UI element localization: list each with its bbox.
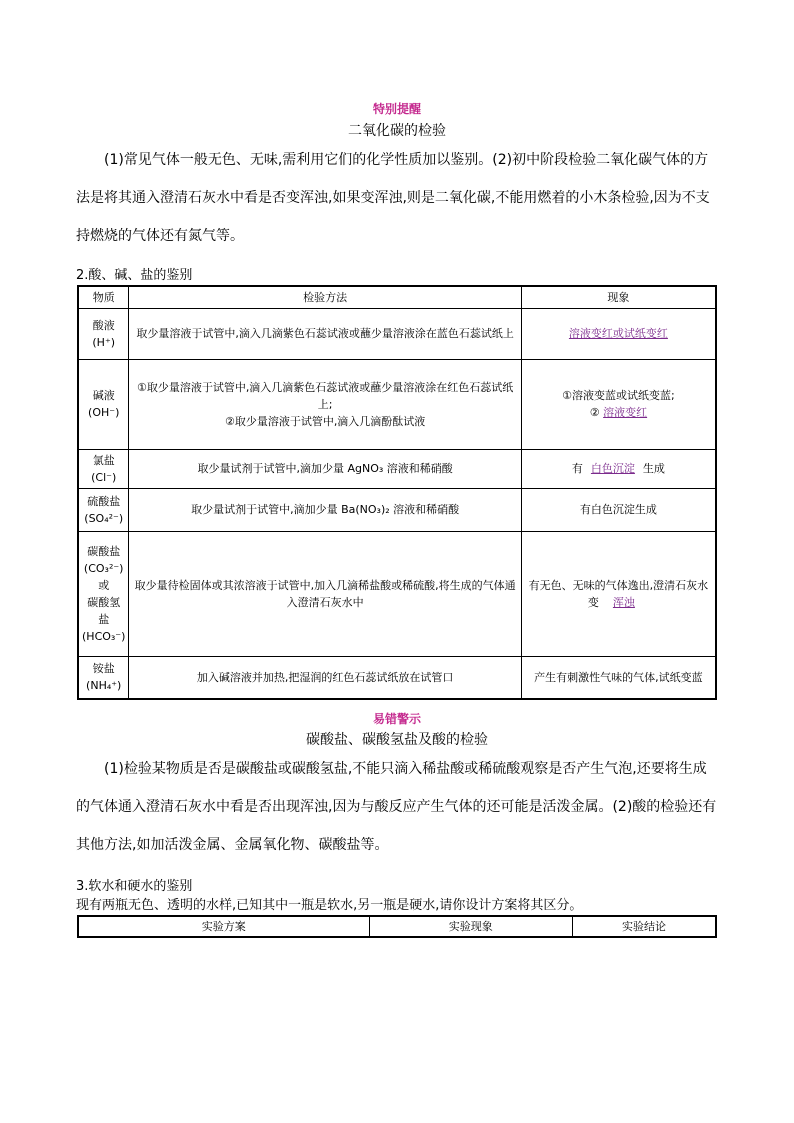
bicarbonate-name-b: 盐 — [98, 612, 110, 626]
chloride-method: 取少量试剂于试管中,滴加少量 AgNO₃ 溶液和稀硝酸 — [129, 449, 521, 488]
chloride-name: 氯盐 — [92, 453, 115, 467]
carbonate-result-fill: 浑浊 — [612, 595, 635, 609]
carbonate-ion: (CO₃²⁻) — [83, 561, 124, 575]
sulfate-result: 有白色沉淀生成 — [521, 488, 716, 531]
header-experiment-plan: 实验方案 — [78, 916, 369, 937]
tip-heading-special-reminder: 特别提醒 — [372, 102, 421, 116]
acid-ion: (H⁺) — [92, 335, 116, 349]
table-row-carbonate — [78, 531, 716, 656]
chloride-ion: (Cl⁻) — [91, 470, 117, 484]
header-experiment-conclusion: 实验结论 — [572, 916, 716, 937]
acid-name: 酸液 — [92, 318, 115, 332]
section-intro-water: 现有两瓶无色、透明的水样,已知其中一瓶是软水,另一瓶是硬水,请你设计方案将其区分。 — [76, 898, 583, 913]
tip-title-carbonate-test: 碳酸盐、碳酸氢盐及酸的检验 — [306, 732, 488, 748]
carbonate-or: 或 — [98, 578, 110, 592]
tip-title-co2-test: 二氧化碳的检验 — [348, 123, 446, 139]
water-experiment-table — [77, 915, 717, 938]
chloride-result-prefix: 有 — [571, 462, 583, 475]
sulfate-method: 取少量试剂于试管中,滴加少量 Ba(NO₃)₂ 溶液和稀硝酸 — [129, 488, 521, 531]
tip-heading-common-mistakes: 易错警示 — [372, 712, 421, 726]
table-row-ammonium — [78, 656, 716, 699]
base-result-2-prefix: ② — [589, 406, 600, 419]
ammonium-ion: (NH₄⁺) — [86, 679, 122, 693]
tip-paragraph-co2: (1)常见气体一般无色、无味,需利用它们的化学性质加以鉴别。(2)初中阶段检验二氧化碳气体的方法是将其通入澄清石灰水中看是否变浑浊,如果变浑浊,则是二氧化碳,不能用燃着的小木条检验,因为不支持燃烧的气体还有氮气等。 — [76, 152, 710, 244]
chloride-result-fill: 白色沉淀 — [590, 462, 635, 475]
sulfate-name: 硫酸盐 — [87, 494, 121, 508]
ammonium-method: 加入碱溶液并加热,把湿润的红色石蕊试纸放在试管口 — [129, 656, 521, 699]
sulfate-ion: (SO₄²⁻) — [84, 511, 124, 525]
header-phenomenon: 现象 — [521, 286, 716, 308]
water-table-header-row — [78, 916, 716, 937]
acid-method: 取少量溶液于试管中,滴入几滴紫色石蕊试液或蘸少量溶液涂在蓝色石蕊试纸上 — [129, 308, 521, 359]
header-substance: 物质 — [78, 286, 129, 308]
bicarbonate-name-a: 碳酸氢 — [87, 595, 121, 609]
table-row-acid — [78, 308, 716, 359]
acid-base-salt-table — [77, 285, 717, 700]
base-ion: (OH⁻) — [88, 406, 120, 419]
carbonate-method: 取少量待检固体或其浓溶液于试管中,加入几滴稀盐酸或稀硫酸,将生成的气体通入澄清石灰水中 — [129, 531, 521, 656]
table-row-chloride — [78, 449, 716, 488]
carbonate-name: 碳酸盐 — [87, 544, 121, 558]
base-result-2-fill: 溶液变红 — [603, 406, 648, 419]
chloride-result-suffix: 生成 — [642, 462, 665, 475]
base-method-2: ②取少量溶液于试管中,滴入几滴酚酞试液 — [224, 414, 426, 428]
table-row-sulfate — [78, 488, 716, 531]
ammonium-result: 产生有刺激性气味的气体,试纸变蓝 — [521, 656, 716, 699]
base-method-1: ①取少量溶液于试管中,滴入几滴紫色石蕊试液或蘸少量溶液涂在红色石蕊试纸上; — [136, 380, 514, 411]
table-header-row — [78, 286, 716, 308]
carbonate-result-text: 有无色、无味的气体逸出,澄清石灰水变 — [528, 578, 709, 609]
bicarbonate-ion: (HCO₃⁻) — [82, 629, 126, 643]
tip-paragraph-carbonate: (1)检验某物质是否是碳酸盐或碳酸氢盐,不能只滴入稀盐酸或稀硫酸观察是否产生气泡,还要将生成的气体通入澄清石灰水中看是否出现浑浊,因为与酸反应产生气体的还可能是活泼金属。(2)酸的检验还有其他方法,如加活泼金属、金属氧化物、碳酸盐等。 — [76, 761, 717, 853]
section-title-water-hardness: 3.软水和硬水的鉴别 — [76, 879, 193, 894]
acid-result-fill: 溶液变红或试纸变红 — [568, 327, 668, 340]
table-row-base — [78, 359, 716, 449]
ammonium-name: 铵盐 — [92, 662, 115, 676]
header-experiment-phenomenon: 实验现象 — [369, 916, 572, 937]
base-result-1: ①溶液变蓝或试纸变蓝; — [562, 389, 675, 402]
header-method: 检验方法 — [129, 286, 521, 308]
section-title-acid-base-salt: 2.酸、碱、盐的鉴别 — [76, 268, 193, 283]
base-name: 碱液 — [92, 389, 115, 402]
